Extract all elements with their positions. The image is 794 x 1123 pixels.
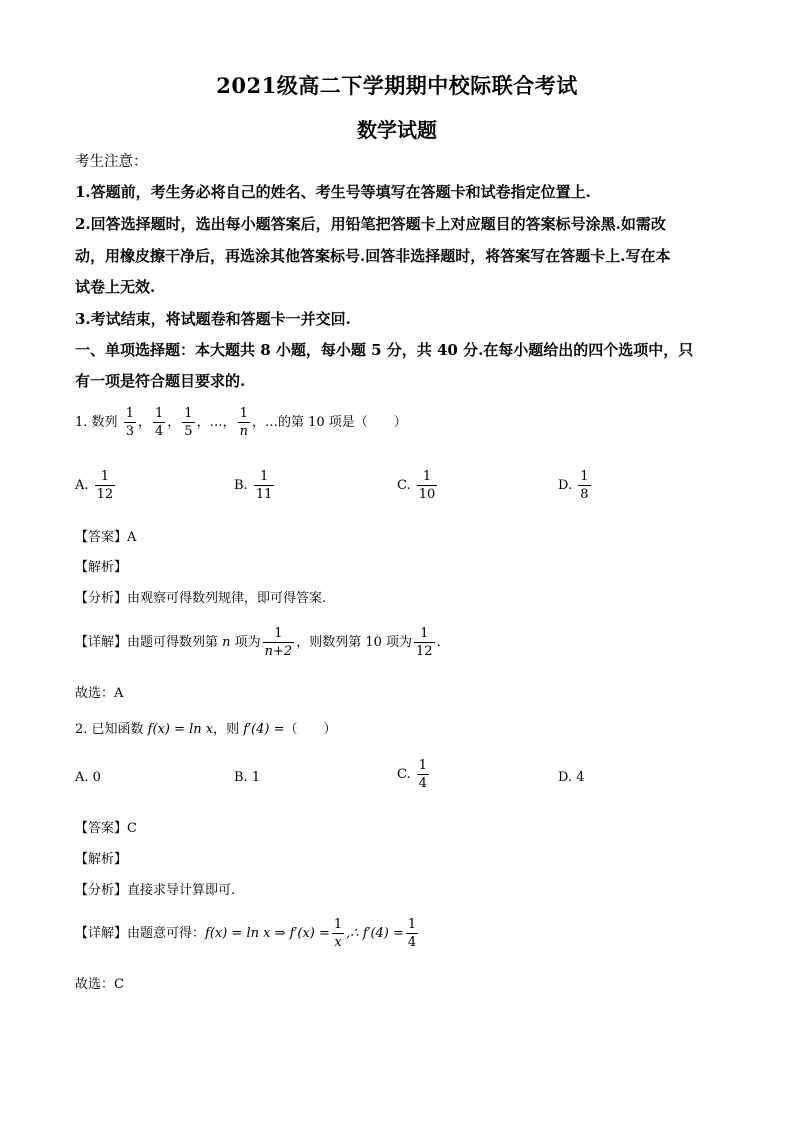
q2-conclusion: 故选：C (75, 977, 124, 992)
question-1-suffix: ，…的第 10 项是（ ） (251, 415, 407, 430)
q1-conclusion: 故选：A (75, 686, 124, 701)
q1-option-a: A. $\frac{1}{12}$ (75, 469, 114, 502)
q1-detail-fraction-2: $\frac{1}{12}$ (416, 626, 433, 659)
q2-detail-fraction-2: $\frac{1}{4}$ (407, 917, 417, 950)
notice-item-2-line-2: 动，用橡皮擦干净后，再选涂其他答案标号.回答非选择题时，将答案写在答题卡上.写在本 (75, 247, 671, 265)
q2-detail-fraction: $\frac{1}{x}$ (333, 917, 343, 950)
q2-analysis-tag: 【解析】 (75, 852, 128, 867)
exam-title: 2021级高二下学期期中校际联合考试 (216, 73, 578, 98)
q2-answer: 【答案】C (75, 821, 137, 836)
notice-item-2-line-3: 试卷上无效. (75, 278, 156, 296)
q1-option-d: D. $\frac{1}{8}$ (558, 469, 589, 502)
notice-item-3: 3.考试结束，将试题卷和答题卡一并交回. (75, 310, 351, 328)
q2-option-b: B. 1 (234, 770, 261, 785)
exam-subtitle: 数学试题 (357, 118, 437, 142)
section-heading-line-1: 一、单项选择题：本大题共 8 小题，每小题 5 分，共 40 分.在每小题给出的四个选项中，只 (75, 341, 694, 359)
q2-detail: 【详解】由题意可得：f(x) = ln x ⇒ f′(x) = $\frac{1}{x}$ ,∴ f′(4) = $\frac{1}{4}$ (75, 917, 417, 950)
seq-term-2: $\frac{1}{4}$ (154, 406, 164, 439)
q1-analysis-tag: 【解析】 (75, 560, 128, 575)
q2-fenxi: 【分析】直接求导计算即可. (75, 883, 236, 898)
question-1-stem: 1. 数列 $\frac{1}{3}$ ， $\frac{1}{4}$ ， $\frac{1}{5}$ ，…， $\frac{1}{n}$ ，…的第 10 项是（ ） (75, 406, 407, 439)
question-1-prefix: 1. 数列 (75, 415, 118, 430)
question-2-stem: 2. 已知函数 f(x) = ln x，则 f′(4) =（ ） (75, 722, 337, 737)
q2-option-a: A. 0 (75, 770, 101, 785)
q2-option-c: C. $\frac{1}{4}$ (397, 758, 428, 791)
q2-option-d: D. 4 (558, 770, 585, 785)
q1-detail-fraction: $\frac{1}{n+2}$ (264, 626, 293, 659)
seq-term-n: $\frac{1}{n}$ (239, 406, 248, 439)
notice-item-2-line-1: 2.回答选择题时，选出每小题答案后，用铅笔把答题卡上对应题目的答案标号涂黑.如需改 (75, 215, 666, 233)
q1-option-b: B. $\frac{1}{11}$ (234, 469, 273, 502)
seq-term-1: $\frac{1}{3}$ (125, 406, 134, 439)
q1-answer: 【答案】A (75, 530, 137, 545)
q1-fenxi: 【分析】由观察可得数列规律，即可得答案. (75, 591, 327, 606)
seq-term-3: $\frac{1}{5}$ (184, 406, 193, 439)
notice-heading: 考生注意： (75, 154, 148, 170)
notice-item-1: 1.答题前，考生务必将自己的姓名、考生号等填写在答题卡和试卷指定位置上. (75, 183, 591, 201)
q1-detail: 【详解】由题可得数列第 n 项为 $\frac{1}{n+2}$ ，则数列第 10 项为 $\frac{1}{12}$ . (75, 626, 441, 659)
q1-option-c: C. $\frac{1}{10}$ (397, 469, 436, 502)
section-heading-line-2: 有一项是符合题目要求的. (75, 372, 246, 390)
